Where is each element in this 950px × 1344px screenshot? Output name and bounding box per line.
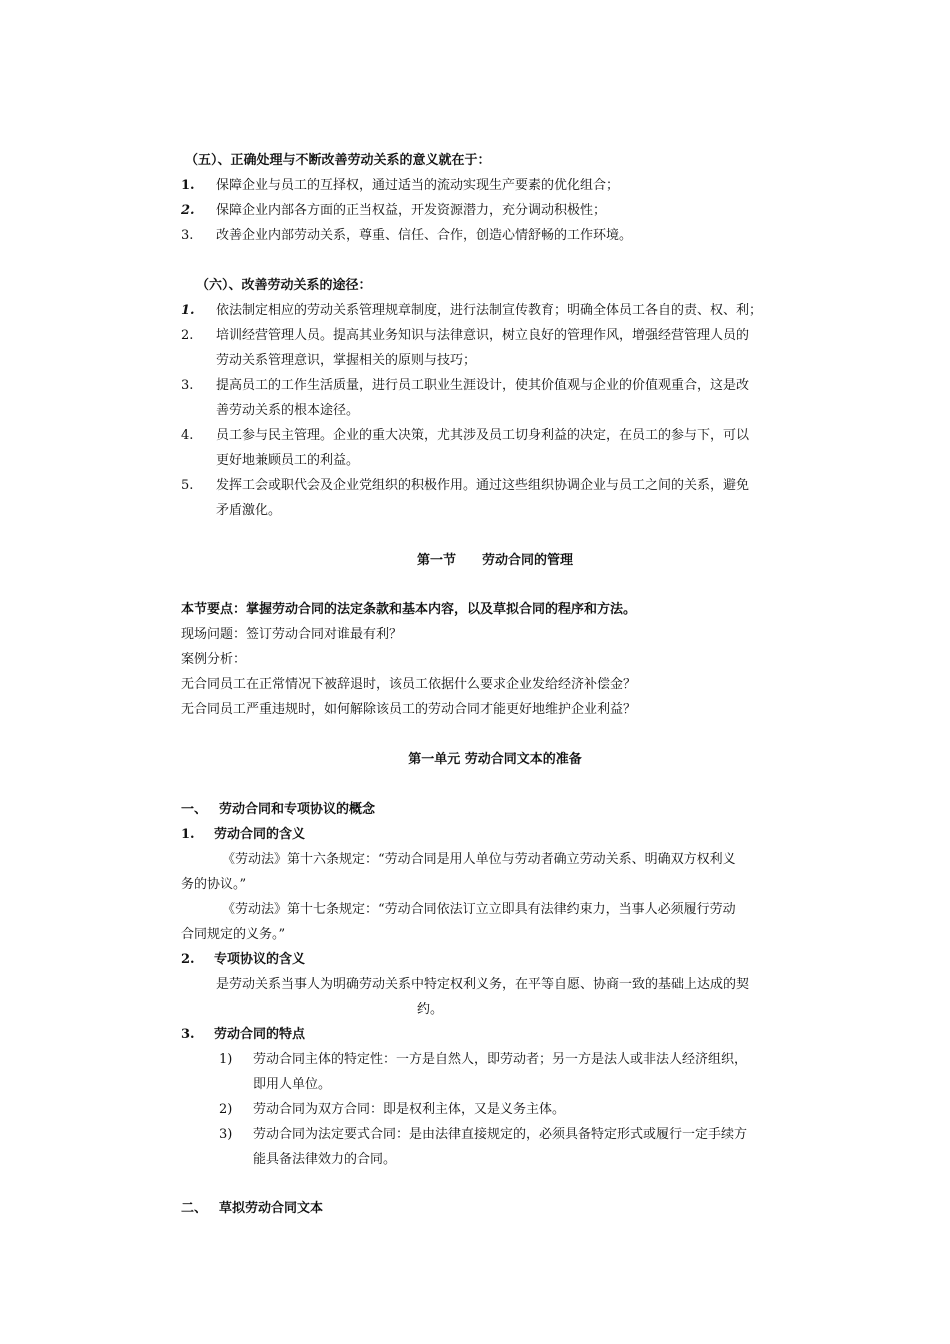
feature-item-text: 劳动合同主体的特定性：一方是自然人，即劳动者；另一方是法人或非法人经济组织， [253, 1052, 748, 1067]
part2-num: 二、 [181, 1201, 208, 1216]
section-line: 案例分析： [181, 652, 247, 667]
sec5-item-num: 1. [181, 178, 195, 193]
feature-item-num: 2) [219, 1102, 233, 1117]
feature-item-text: 劳动合同为双方合同：即是权利主体，又是义务主体。 [253, 1102, 566, 1117]
sec6-item-text: 更好地兼顾员工的利益。 [216, 453, 360, 468]
subsection-num: 2. [181, 952, 195, 967]
sec5-item-num: 2. [181, 203, 195, 218]
subsection-title: 劳动合同的特点 [214, 1027, 306, 1042]
section-line: 无合同员工严重违规时，如何解除该员工的劳动合同才能更好地维护企业利益？ [181, 702, 637, 717]
subsection-num: 3. [181, 1027, 195, 1042]
part1-title: 劳动合同和专项协议的概念 [219, 802, 376, 817]
feature-item-text: 劳动合同为法定要式合同：是由法律直接规定的，必须具备特定形式或履行一定手续方 [253, 1127, 748, 1142]
section-title: 第一节 劳动合同的管理 [416, 553, 573, 568]
section-line: 无合同员工在正常情况下被辞退时，该员工依据什么要求企业发给经济补偿金？ [181, 677, 637, 692]
sec5-item-num: 3. [181, 228, 194, 243]
sec5-heading: （五）、正确处理与不断改善劳动关系的意义就在于： [185, 153, 491, 168]
subsection-num: 1. [181, 827, 195, 842]
sec6-item-text: 矛盾激化。 [216, 503, 282, 518]
sec6-item-num: 5. [181, 478, 194, 493]
subsection-title: 劳动合同的含义 [214, 827, 306, 842]
feature-item-text: 即用人单位。 [253, 1077, 332, 1092]
paragraph-line: 《劳动法》第十六条规定：“劳动合同是用人单位与劳动者确立劳动关系、明确双方权利义 [222, 852, 736, 867]
sec6-item-num: 1. [181, 303, 195, 318]
feature-item-num: 1) [219, 1052, 233, 1067]
paragraph-line: 是劳动关系当事人为明确劳动关系中特定权利义务，在平等自愿、协商一致的基础上达成的契 [216, 977, 750, 992]
sec5-item-text: 保障企业与员工的互择权，通过适当的流动实现生产要素的优化组合； [216, 178, 620, 193]
sec6-item-text: 善劳动关系的根本途径。 [216, 403, 360, 418]
sec6-item-text: 员工参与民主管理。企业的重大决策，尤其涉及员工切身利益的决定，在员工的参与下，可以 [216, 428, 750, 443]
sec6-item-text: 劳动关系管理意识，掌握相关的原则与技巧； [216, 353, 477, 368]
subsection-title: 专项协议的含义 [214, 952, 306, 967]
sec5-item-text: 保障企业内部各方面的正当权益，开发资源潜力，充分调动积极性； [216, 203, 607, 218]
section-key-points: 本节要点：掌握劳动合同的法定条款和基本内容，以及草拟合同的程序和方法。 [181, 602, 637, 617]
sec6-item-text: 提高员工的工作生活质量，进行员工职业生涯设计，使其价值观与企业的价值观重合，这是改 [216, 378, 750, 393]
part2-title: 草拟劳动合同文本 [219, 1201, 324, 1216]
paragraph-line: 约。 [417, 1002, 444, 1017]
sec6-item-num: 2. [181, 328, 194, 343]
paragraph-line: 《劳动法》第十七条规定：“劳动合同依法订立立即具有法律约束力，当事人必须履行劳动 [222, 902, 736, 917]
sec6-item-text: 发挥工会或职代会及企业党组织的积极作用。通过这些组织协调企业与员工之间的关系，避免 [216, 478, 750, 493]
sec6-item-text: 依法制定相应的劳动关系管理规章制度，进行法制宣传教育；明确全体员工各自的责、权、利； [216, 303, 763, 318]
paragraph-line: 务的协议。” [181, 877, 247, 892]
feature-item-text: 能具备法律效力的合同。 [253, 1152, 397, 1167]
sec5-item-text: 改善企业内部劳动关系，尊重、信任、合作，创造心情舒畅的工作环境。 [216, 228, 633, 243]
section-line: 现场问题：签订劳动合同对谁最有利？ [181, 627, 403, 642]
feature-item-num: 3) [219, 1127, 233, 1142]
sec6-item-num: 4. [181, 428, 194, 443]
sec6-item-num: 3. [181, 378, 194, 393]
part1-num: 一、 [181, 802, 208, 817]
sec6-item-text: 培训经营管理人员。提高其业务知识与法律意识，树立良好的管理作风，增强经营管理人员的 [216, 328, 750, 343]
paragraph-line: 合同规定的义务。” [181, 927, 286, 942]
unit-title: 第一单元 劳动合同文本的准备 [408, 752, 582, 767]
sec6-heading: （六）、改善劳动关系的途径： [196, 278, 372, 293]
